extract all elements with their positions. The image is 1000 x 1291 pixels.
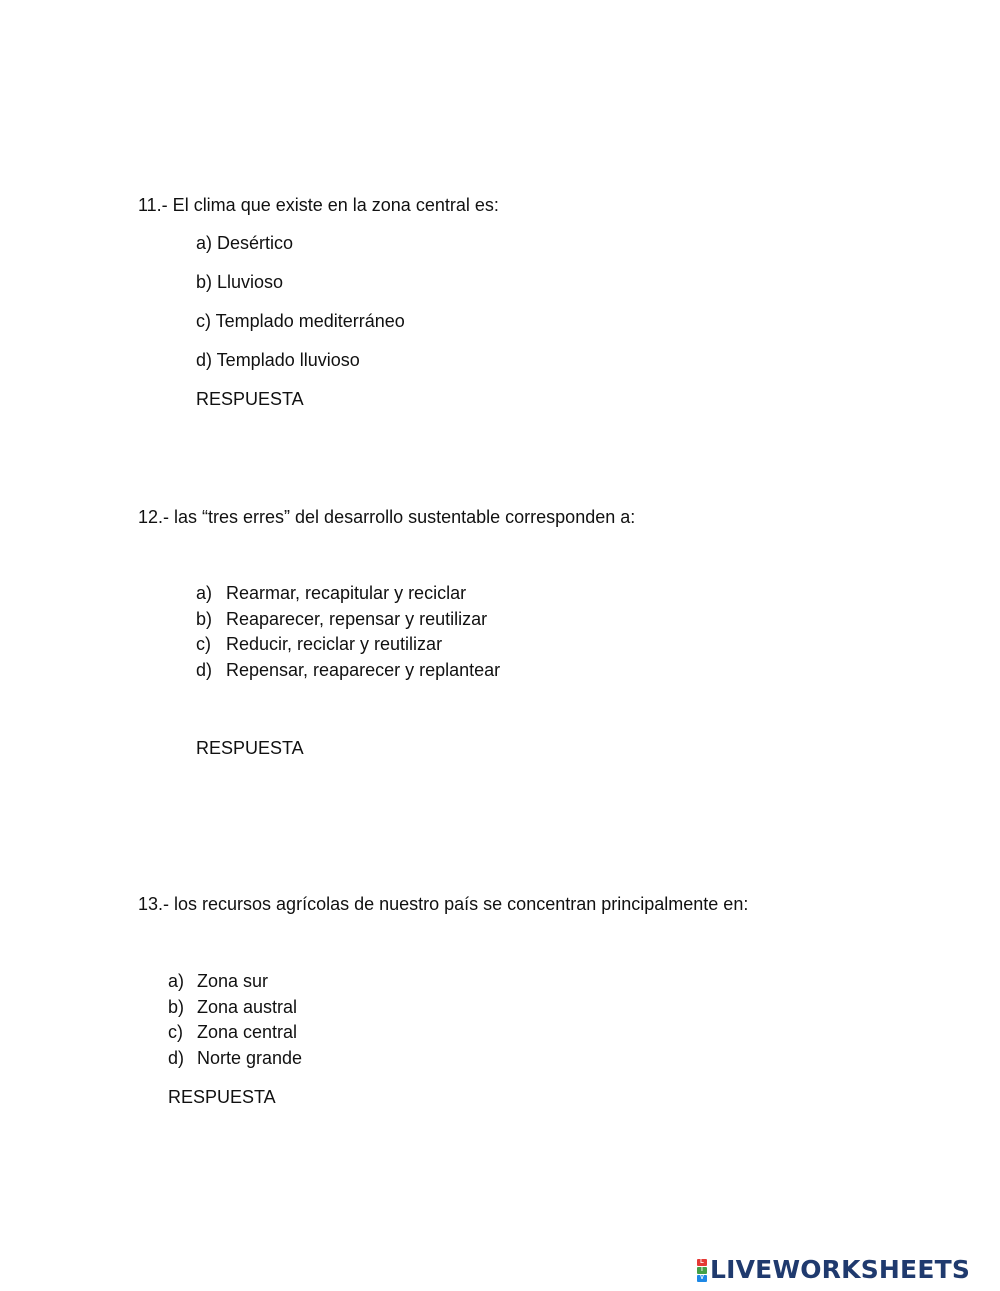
question-12-prompt: 12.- las “tres erres” del desarrollo sustentable corresponden a:: [138, 507, 636, 527]
question-11-option-d: d) Templado lluvioso: [196, 350, 360, 370]
question-12-option-d-label: d): [196, 660, 213, 680]
question-11-option-c: c) Templado mediterráneo: [196, 311, 405, 331]
question-13-option-c: Zona central: [197, 1022, 298, 1042]
logo-block-v: V: [697, 1275, 707, 1282]
question-12-option-c: Reducir, reciclar y reutilizar: [226, 634, 443, 654]
question-11-option-b: b) Lluvioso: [196, 272, 284, 292]
question-12-option-d: Repensar, reaparecer y replantear: [226, 660, 501, 680]
liveworksheets-logo: [697, 1255, 970, 1285]
question-12-option-b: Reaparecer, repensar y reutilizar: [226, 609, 488, 629]
logo-block-l: L: [697, 1259, 707, 1266]
logo-text: LIVEWORKSHEETS: [710, 1255, 971, 1284]
question-13-prompt: 13.- los recursos agrícolas de nuestro país se concentran principalmente en:: [138, 894, 749, 914]
question-12-option-a-label: a): [196, 583, 213, 603]
logo-block-i: I: [697, 1267, 707, 1274]
question-11-answer-label: RESPUESTA: [196, 389, 304, 409]
question-13-option-b: Zona austral: [197, 997, 298, 1017]
question-13-answer-label: RESPUESTA: [168, 1087, 276, 1107]
question-13-option-d-label: d): [168, 1048, 185, 1068]
question-12-answer-label: RESPUESTA: [196, 738, 304, 758]
question-13-option-a: Zona sur: [197, 971, 269, 991]
question-13-option-d: Norte grande: [197, 1048, 303, 1068]
question-13-option-a-label: a): [168, 971, 185, 991]
question-12-option-b-label: b): [196, 609, 213, 629]
question-12-option-a: Rearmar, recapitular y reciclar: [226, 583, 467, 603]
logo-blocks-icon: [697, 1259, 707, 1282]
question-13-option-c-label: c): [168, 1022, 183, 1042]
question-13-option-b-label: b): [168, 997, 185, 1017]
question-11-prompt: 11.- El clima que existe en la zona central es:: [138, 195, 499, 215]
question-11-option-a: a) Desértico: [196, 233, 294, 253]
question-12-option-c-label: c): [196, 634, 211, 654]
